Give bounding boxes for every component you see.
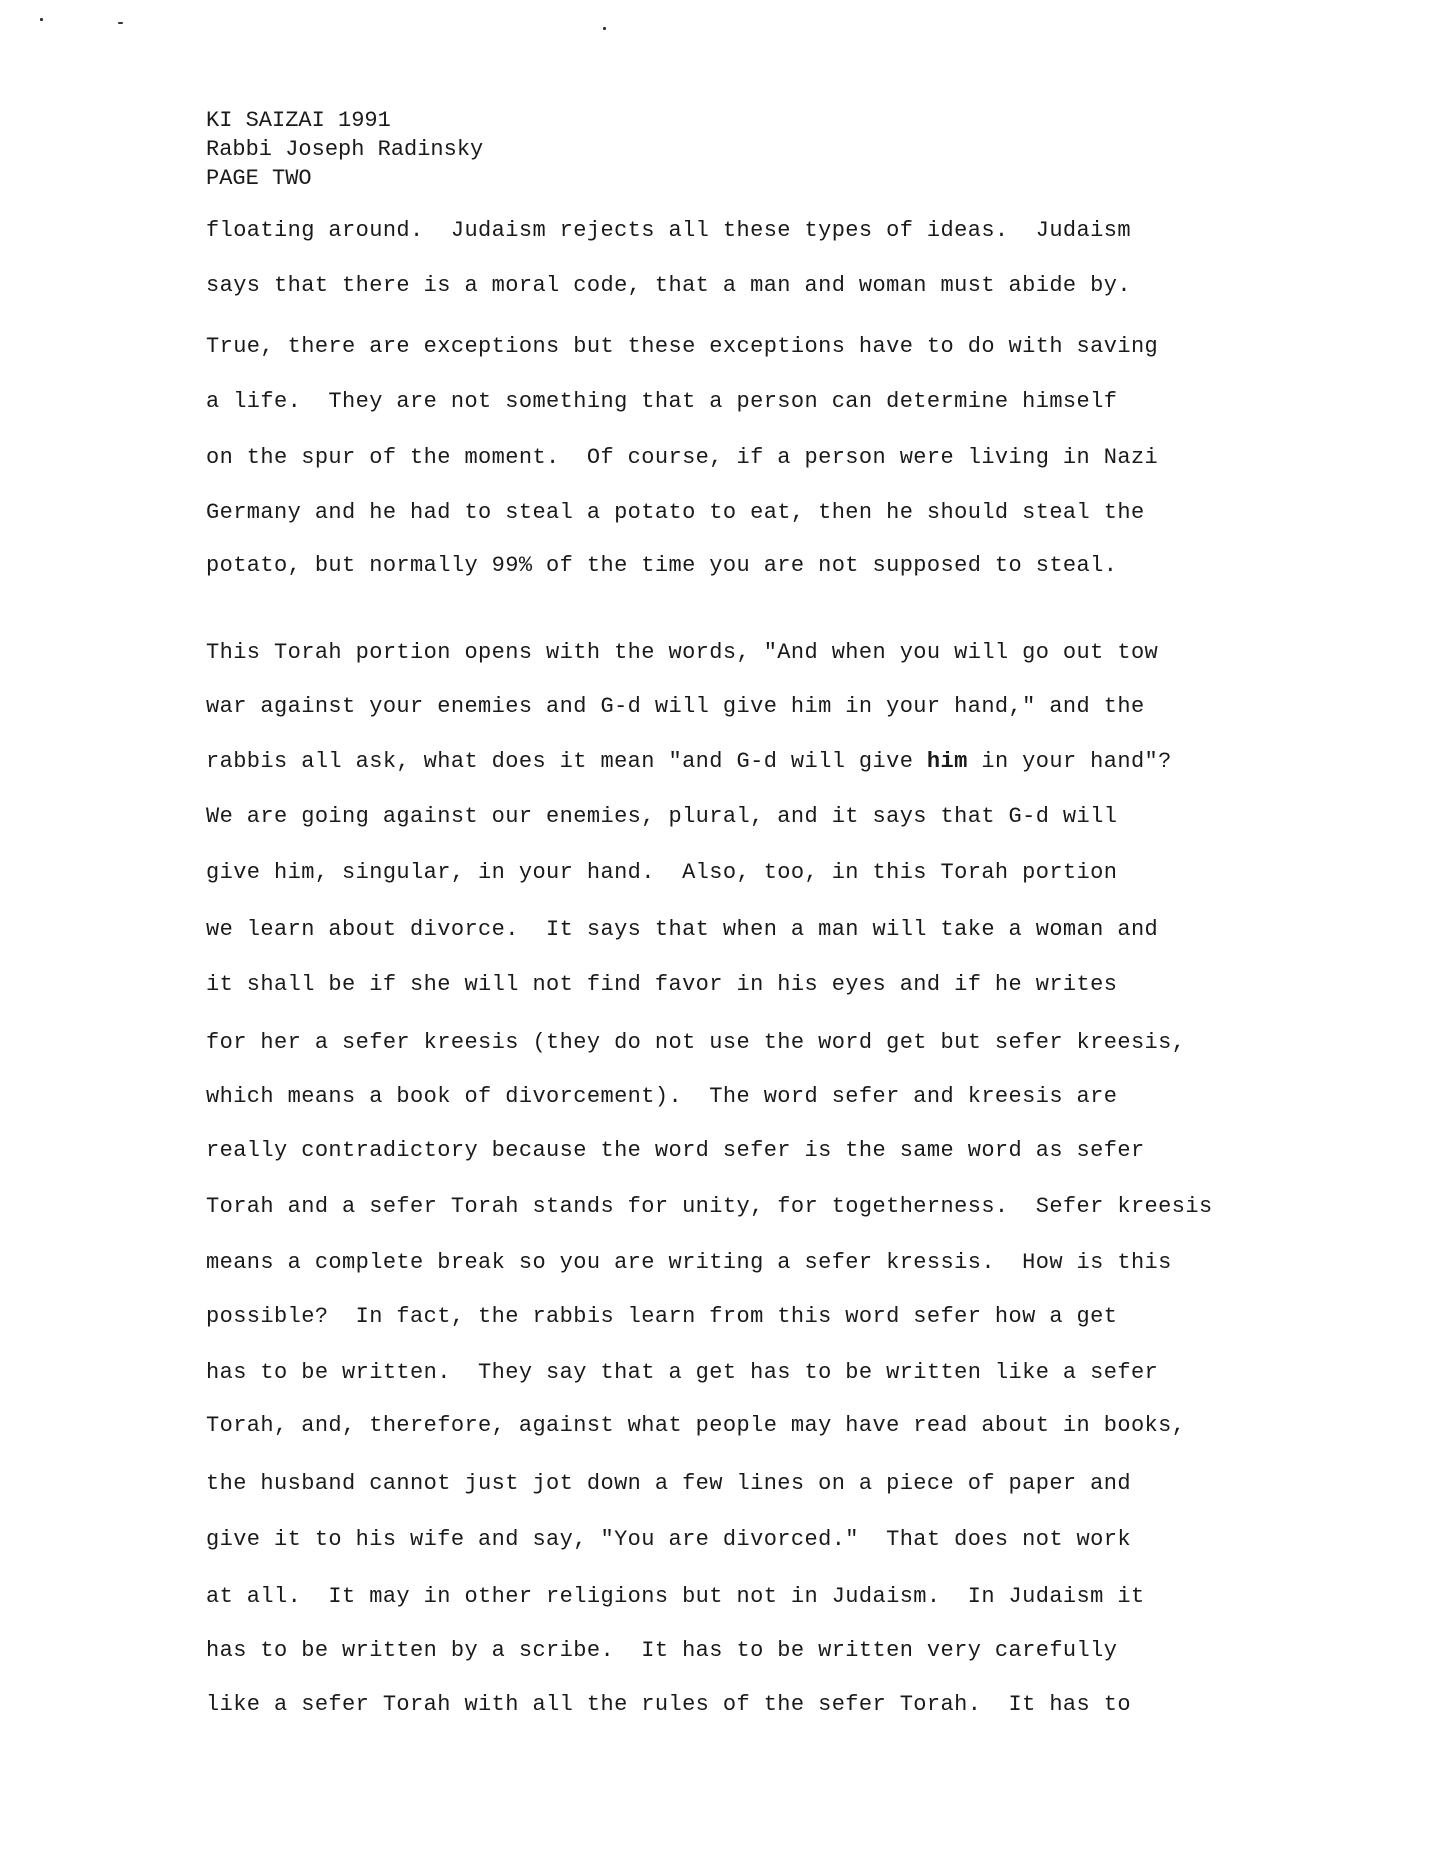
text-line: like a sefer Torah with all the rules of the sefer Torah. It has to xyxy=(206,1692,1131,1717)
text-line: it shall be if she will not find favor in his eyes and if he writes xyxy=(206,972,1118,997)
scan-speck xyxy=(603,27,606,30)
text-line: means a complete break so you are writing a sefer kressis. How is this xyxy=(206,1250,1172,1275)
text-line: has to be written by a scribe. It has to be written very carefully xyxy=(206,1638,1118,1663)
text-segment: rabbis all ask, what does it mean "and G-d will give xyxy=(206,749,927,774)
text-line: for her a sefer kreesis (they do not use the word get but sefer kreesis, xyxy=(206,1030,1186,1055)
author-name: Rabbi Joseph Radinsky xyxy=(206,137,484,162)
text-line: says that there is a moral code, that a man and woman must abide by. xyxy=(206,273,1131,298)
text-line: possible? In fact, the rabbis learn from this word sefer how a get xyxy=(206,1304,1118,1329)
emphasized-word: him xyxy=(926,749,968,774)
page-number: PAGE TWO xyxy=(206,166,312,191)
text-line: give it to his wife and say, "You are divorced." That does not work xyxy=(206,1527,1131,1552)
text-line: Germany and he had to steal a potato to eat, then he should steal the xyxy=(206,500,1145,525)
text-line: which means a book of divorcement). The word sefer and kreesis are xyxy=(206,1084,1118,1109)
scan-speck xyxy=(40,18,43,21)
text-line: we learn about divorce. It says that when a man will take a woman and xyxy=(206,917,1159,942)
text-line: has to be written. They say that a get has to be written like a sefer xyxy=(206,1360,1159,1385)
text-line: at all. It may in other religions but not in Judaism. In Judaism it xyxy=(206,1584,1145,1609)
text-line: This Torah portion opens with the words, "And when you will go out tow xyxy=(206,640,1159,665)
text-line: on the spur of the moment. Of course, if a person were living in Nazi xyxy=(206,445,1159,470)
text-line: floating around. Judaism rejects all these types of ideas. Judaism xyxy=(206,218,1131,243)
text-line: We are going against our enemies, plural, and it says that G-d will xyxy=(206,804,1118,829)
text-line: the husband cannot just jot down a few lines on a piece of paper and xyxy=(206,1471,1131,1496)
scan-speck xyxy=(118,22,123,24)
text-line: a life. They are not something that a person can determine himself xyxy=(206,389,1118,414)
text-line: really contradictory because the word sefer is the same word as sefer xyxy=(206,1138,1145,1163)
page-header xyxy=(206,106,483,193)
text-segment: in your hand"? xyxy=(967,749,1172,774)
text-line: potato, but normally 99% of the time you are not supposed to steal. xyxy=(206,553,1118,578)
text-line: war against your enemies and G-d will give him in your hand," and the xyxy=(206,694,1145,719)
text-line: give him, singular, in your hand. Also, too, in this Torah portion xyxy=(206,860,1118,885)
document-title: KI SAIZAI 1991 xyxy=(206,108,391,133)
text-line xyxy=(206,749,1172,774)
text-line: Torah and a sefer Torah stands for unity, for togetherness. Sefer kreesis xyxy=(206,1194,1213,1219)
text-line: True, there are exceptions but these exceptions have to do with saving xyxy=(206,334,1159,359)
text-line: Torah, and, therefore, against what people may have read about in books, xyxy=(206,1413,1186,1438)
